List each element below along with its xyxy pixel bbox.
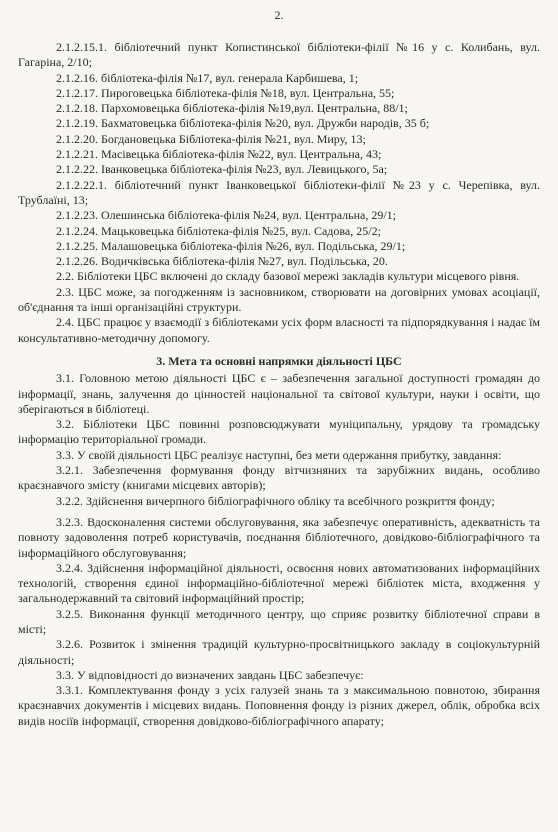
list-item: 2.1.2.26. Водичківська бібліотека-філія №27, вул. Подільська, 20. bbox=[56, 254, 388, 269]
paragraph: 3.3.1. Комплектування фонду з усіх галузей знань та з максимальною повнотою, збирання краєзнавчих документів і місцевих видань. Поповнення фонду із різних джерел, облік, обробка всіх видів носіїв інформації, створення довідково-бібліографічного апарату; bbox=[18, 683, 540, 728]
page-number: 2. bbox=[274, 8, 284, 22]
paragraph: 3.3. У відповідності до визначених завдань ЦБС забезпечує: bbox=[56, 667, 364, 682]
paragraph: 2.3. ЦБС може, за погодженням із засновником, створювати на договірних умовах асоціації, об'єднання та інші організаційні структури. bbox=[18, 284, 540, 315]
list-item: 2.1.2.17. Пироговецька бібліотека-філія №18, вул. Центральна, 55; bbox=[56, 85, 395, 100]
list-item: 2.1.2.18. Пархомовецька бібліотека-філія №19,вул. Центральна, 88/1; bbox=[56, 101, 408, 116]
list-item: 2.1.2.25. Малашовецька бібліотека-філія №26, вул. Подільська, 29/1; bbox=[56, 238, 406, 253]
list-item: 2.1.2.22. Іванковецька бібліотека-філія №23, вул. Левицького, 5а; bbox=[56, 162, 388, 177]
paragraph: 3.2.2. Здійснення вичерпного бібліографічного обліку та всебічного розкриття фонду; bbox=[56, 493, 495, 508]
list-item: 2.1.2.20. Богдановецька Бібліотека-філія №21, вул. Миру, 13; bbox=[56, 131, 366, 146]
paragraph: 3.2.3. Вдосконалення системи обслуговування, яка забезпечує оперативність, адекватність та повноту задоволення потреб користувачів, поєднання бібліотечного, довідково-бібліографічного та інформаційного обслуговування; bbox=[18, 514, 540, 560]
list-item: 2.1.2.22.1. бібліотечний пункт Іванковецької бібліотеки-філії №23 у с. Черепівка, вул. Трублаїні, 13; bbox=[18, 177, 540, 207]
section-heading: 3. Мета та основні напрямки діяльності ЦБС bbox=[156, 353, 402, 368]
list-item: 2.1.2.19. Бахматовецька бібліотека-філія №20, вул. Дружби народів, 35 б; bbox=[56, 116, 430, 131]
paragraph: 3.2.6. Розвиток і змінення традицій культурно-просвітницького закладу в соціокультурній діяльності; bbox=[18, 637, 540, 667]
paragraph: 3.3. У своїй діяльності ЦБС реалізує наступні, без мети одержання прибутку, завдання: bbox=[56, 447, 502, 462]
paragraph: 3.1. Головною метою діяльності ЦБС є – забезпечення загальної доступності громадян до інформації, знань, залучення до цінностей національної та світової культури, науки і освіти, що зберігаються в бібліотеці. bbox=[18, 371, 540, 416]
list-item: 2.1.2.24. Мацьковецька бібліотека-філія №25, вул. Садова, 25/2; bbox=[56, 223, 381, 238]
document-body bbox=[18, 40, 540, 729]
paragraph: 3.2.5. Виконання функції методичного центру, що сприяє розвитку бібліотечної справи в місті; bbox=[18, 606, 540, 636]
list-item: 2.1.2.16. бібліотека-філія №17, вул. генерала Карбишева, 1; bbox=[56, 70, 359, 85]
list-item: 2.1.2.21. Масівецька бібліотека-філія №22, вул. Центральна, 43; bbox=[56, 147, 382, 162]
paragraph: 2.2. Бібліотеки ЦБС включені до складу базової мережі закладів культури місцевого рівня. bbox=[56, 269, 520, 284]
paragraph: 3.2.1. Забезпечення формування фонду вітчизняних та зарубіжних видань, особливо краєзнавчого змісту (книгами місцевих авторів); bbox=[18, 463, 540, 493]
list-item: 2.1.2.23. Олешинська бібліотека-філія №24, вул. Центральна, 29/1; bbox=[56, 208, 397, 223]
list-item: 2.1.2.15.1. бібліотечний пункт Копистинської бібліотеки-філії №16 у с. Колибань, вул. Гагаріна, 2/10; bbox=[18, 40, 540, 70]
paragraph: 3.2.4. Здійснення інформаційної діяльності, освоєння нових автоматизованих інформаційних технологій, створення єдиної інформаційно-бібліотечної мережі бібліотек міста, входження у загальнодержавний та світовий інформаційний простір; bbox=[18, 560, 540, 606]
paragraph: 2.4. ЦБС працює у взаємодії з бібліотеками усіх форм власності та підпорядкування і надає їм консультативно-методичну допомогу. bbox=[18, 315, 540, 345]
paragraph: 3.2. Бібліотеки ЦБС повинні розповсюджувати муніципальну, урядову та громадську інформацію територіальної громади. bbox=[18, 417, 540, 447]
